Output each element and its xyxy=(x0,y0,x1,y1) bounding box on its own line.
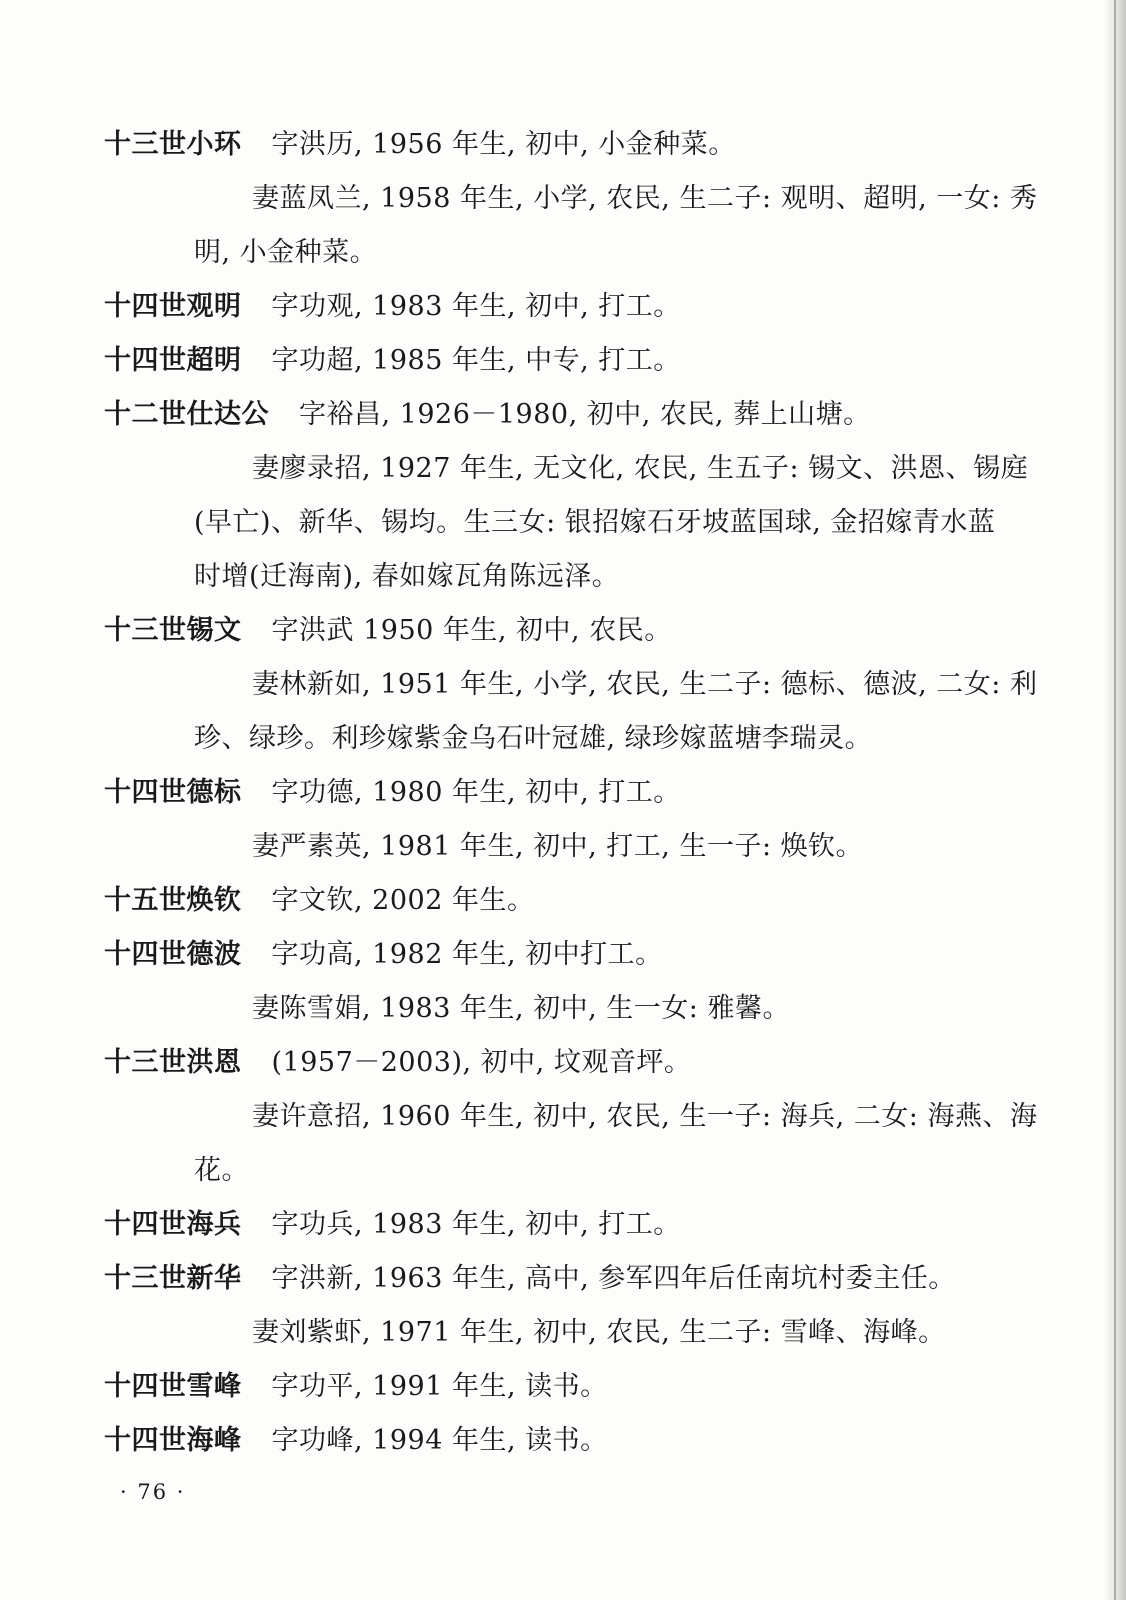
entry-text: 字功峰, 1994 年生, 读书。 xyxy=(271,1425,608,1456)
entry-line xyxy=(0,118,1126,172)
generation-name: 十四世观明 xyxy=(104,291,242,322)
continuation-text: 花。 xyxy=(194,1155,249,1186)
genealogy-entries xyxy=(0,118,1126,1468)
spouse-line xyxy=(0,1306,1126,1360)
continuation-text: 时增(迁海南), 春如嫁瓦角陈远泽。 xyxy=(194,561,620,592)
entry-line xyxy=(0,1414,1126,1468)
spouse-text: 妻刘紫虾, 1971 年生, 初中, 农民, 生二子: 雪峰、海峰。 xyxy=(252,1317,946,1348)
generation-name: 十四世德标 xyxy=(104,777,242,808)
spouse-line xyxy=(0,172,1126,226)
spouse-text: 妻廖录招, 1927 年生, 无文化, 农民, 生五子: 锡文、洪恩、锡庭 xyxy=(252,453,1029,484)
spouse-text: 妻陈雪娟, 1983 年生, 初中, 生一女: 雅馨。 xyxy=(252,993,790,1024)
entry-line xyxy=(0,1036,1126,1090)
continuation-text: 珍、绿珍。利珍嫁紫金乌石叶冠雄, 绿珍嫁蓝塘李瑞灵。 xyxy=(194,723,873,754)
entry-line xyxy=(0,874,1126,928)
entry-text: 字功观, 1983 年生, 初中, 打工。 xyxy=(271,291,681,322)
generation-name: 十五世焕钦 xyxy=(104,885,242,916)
spouse-text: 妻林新如, 1951 年生, 小学, 农民, 生二子: 德标、德波, 二女: 利 xyxy=(252,669,1038,700)
entry-line xyxy=(0,928,1126,982)
generation-name: 十三世小环 xyxy=(104,129,242,160)
page-number: · 76 · xyxy=(120,1480,186,1504)
entry-text: 字功平, 1991 年生, 读书。 xyxy=(271,1371,608,1402)
entry-text: (1957－2003), 初中, 坟观音坪。 xyxy=(271,1047,692,1078)
continuation-line xyxy=(0,550,1126,604)
spouse-line xyxy=(0,820,1126,874)
entry-line xyxy=(0,388,1126,442)
generation-name: 十四世海兵 xyxy=(104,1209,242,1240)
continuation-line xyxy=(0,496,1126,550)
generation-name: 十四世海峰 xyxy=(104,1425,242,1456)
spouse-line xyxy=(0,982,1126,1036)
continuation-text: 明, 小金种菜。 xyxy=(194,237,378,268)
entry-text: 字功高, 1982 年生, 初中打工。 xyxy=(271,939,663,970)
generation-name: 十四世雪峰 xyxy=(104,1371,242,1402)
entry-line xyxy=(0,1252,1126,1306)
entry-text: 字功兵, 1983 年生, 初中, 打工。 xyxy=(271,1209,681,1240)
entry-line xyxy=(0,334,1126,388)
generation-name: 十四世超明 xyxy=(104,345,242,376)
spouse-text: 妻蓝凤兰, 1958 年生, 小学, 农民, 生二子: 观明、超明, 一女: 秀 xyxy=(252,183,1038,214)
spouse-line xyxy=(0,1090,1126,1144)
entry-text: 字功德, 1980 年生, 初中, 打工。 xyxy=(271,777,681,808)
entry-text: 字裕昌, 1926－1980, 初中, 农民, 葬上山塘。 xyxy=(299,399,871,430)
entry-text: 字洪武 1950 年生, 初中, 农民。 xyxy=(271,615,672,646)
generation-name: 十二世仕达公 xyxy=(104,399,269,430)
spouse-line xyxy=(0,658,1126,712)
entry-line xyxy=(0,604,1126,658)
entry-line xyxy=(0,280,1126,334)
continuation-line xyxy=(0,226,1126,280)
generation-name: 十三世新华 xyxy=(104,1263,242,1294)
spouse-text: 妻许意招, 1960 年生, 初中, 农民, 生一子: 海兵, 二女: 海燕、海 xyxy=(252,1101,1038,1132)
entry-text: 字文钦, 2002 年生。 xyxy=(271,885,535,916)
entry-text: 字洪新, 1963 年生, 高中, 参军四年后任南坑村委主任。 xyxy=(271,1263,956,1294)
entry-line xyxy=(0,1360,1126,1414)
entry-line xyxy=(0,766,1126,820)
spouse-text: 妻严素英, 1981 年生, 初中, 打工, 生一子: 焕钦。 xyxy=(252,831,864,862)
entry-text: 字洪历, 1956 年生, 初中, 小金种菜。 xyxy=(271,129,736,160)
entry-text: 字功超, 1985 年生, 中专, 打工。 xyxy=(271,345,681,376)
generation-name: 十三世锡文 xyxy=(104,615,242,646)
continuation-text: (早亡)、新华、锡均。生三女: 银招嫁石牙坡蓝国球, 金招嫁青水蓝 xyxy=(194,507,996,538)
continuation-line xyxy=(0,1144,1126,1198)
continuation-line xyxy=(0,712,1126,766)
generation-name: 十四世德波 xyxy=(104,939,242,970)
generation-name: 十三世洪恩 xyxy=(104,1047,242,1078)
spouse-line xyxy=(0,442,1126,496)
entry-line xyxy=(0,1198,1126,1252)
